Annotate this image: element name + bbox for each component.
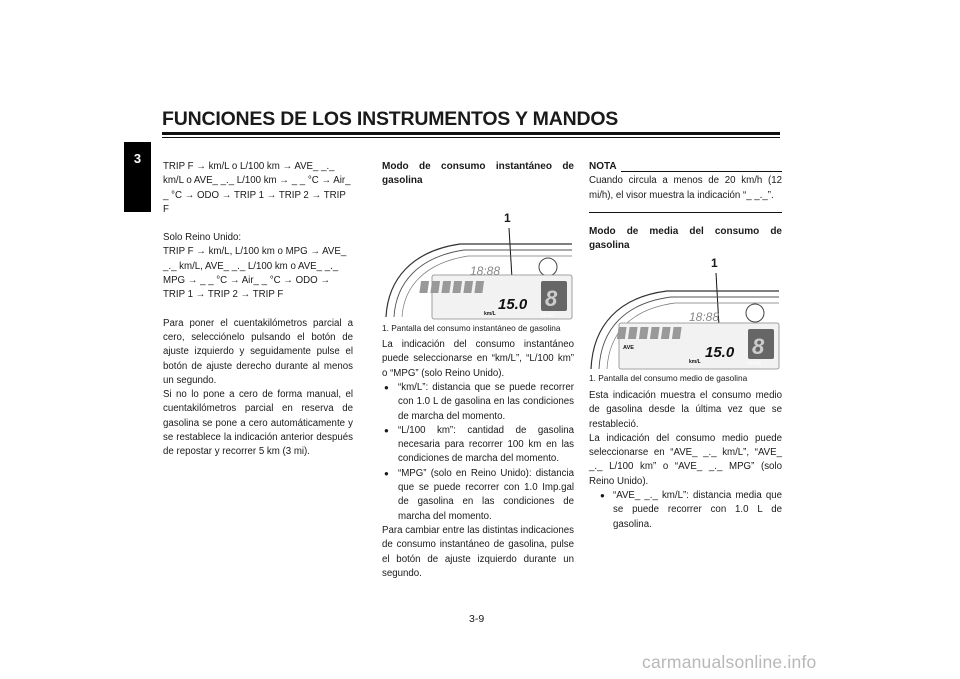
average-desc: Esta indicación muestra el consumo medio de gasolina desde la última vez que se restableció. bbox=[589, 389, 782, 430]
consumption-unit: km/L bbox=[689, 359, 701, 366]
instant-outro: Para cambiar entre las distintas indicaciones de consumo instantáneo de gasolina, pulse el botón de ajuste izquierdo durante un segundo. bbox=[382, 524, 574, 579]
auto-reset-note: Si no lo pone a cero de forma manual, el cuentakilómetros parcial en reserva de gasolina se pone a cero automáticamente y se restablece la indicación anterior después de repostar y recorrer 5 km (3 mi). bbox=[163, 389, 353, 458]
nota-label: NOTA bbox=[589, 161, 617, 172]
column-3 bbox=[589, 160, 782, 532]
bullet-mpg: ● “MPG” (solo en Reino Unido): distancia que se puede recorrer con 1.0 Imp.gal de gasolina en las condiciones de marcha del momento. bbox=[382, 467, 574, 524]
nota-heading bbox=[589, 160, 782, 174]
figure-callout-number: 1 bbox=[504, 210, 511, 225]
column-2 bbox=[382, 160, 574, 581]
instant-consumption-heading: Modo de consumo instantáneo de gasolina bbox=[382, 161, 574, 187]
bullet-km-l: ● “km/L”: distancia que se puede recorrer con 1.0 L de gasolina en las condiciones de marcha del momento. bbox=[382, 381, 574, 424]
instant-intro: La indicación del consumo instantáneo puede seleccionarse en “km/L”, “L/100 km” o “MPG” (solo Reino Unido). bbox=[382, 339, 574, 379]
header-rule-thin bbox=[162, 137, 780, 138]
consumption-value: 15.0 bbox=[498, 295, 528, 313]
svg-text:8: 8 bbox=[545, 285, 558, 311]
svg-text:18:88: 18:88 bbox=[689, 310, 720, 325]
bullet-ave-km-l: ● “AVE_ _._ km/L”: distancia media que se puede recorrer con 1.0 L de gasolina. bbox=[589, 489, 782, 532]
trip-sequence: TRIP F → km/L o L/100 km → AVE_ _._ km/L o AVE_ _._ L/100 km → _ _ °C → Air_ _ °C → ODO → TRIP 1 → TRIP 2 → TRIP F bbox=[163, 161, 351, 215]
average-consumption-heading: Modo de media del consumo de gasolina bbox=[589, 225, 782, 252]
instant-consumption-figure bbox=[382, 189, 574, 323]
figure-caption: 1. Pantalla del consumo instantáneo de gasolina bbox=[382, 322, 561, 333]
reset-instruction: Para poner el cuentakilómetros parcial a cero, selecciónelo pulsando el botón de ajuste izquierdo y seguidamente pulse el botón de ajuste derecho durante al menos un segundo. bbox=[163, 317, 353, 386]
consumption-value: 15.0 bbox=[705, 344, 735, 362]
page-number: 3-9 bbox=[469, 613, 485, 625]
uk-only-label: Solo Reino Unido: bbox=[163, 232, 242, 244]
svg-text:18:88: 18:88 bbox=[470, 263, 501, 278]
gear-label: GEAR bbox=[747, 361, 762, 368]
ave-label: AVE bbox=[623, 345, 634, 352]
svg-text:8: 8 bbox=[752, 334, 765, 360]
instrument-display-illustration bbox=[589, 253, 781, 373]
figure-callout-number: 1 bbox=[711, 256, 718, 271]
page-header-title: FUNCIONES DE LOS INSTRUMENTOS Y MANDOS bbox=[162, 108, 619, 130]
gear-label: GEAR bbox=[540, 312, 555, 319]
chapter-tab: 3 bbox=[124, 142, 151, 212]
figure-caption: 1. Pantalla del consumo medio de gasolina bbox=[589, 373, 748, 384]
instrument-display-illustration bbox=[382, 189, 574, 323]
column-1 bbox=[163, 160, 353, 460]
nota-text: Cuando circula a menos de 20 km/h (12 mi/h), el visor muestra la indicación “_ _._”. bbox=[589, 175, 782, 201]
bullet-l-100km: ● “L/100 km”: cantidad de gasolina necesaria para recorrer 100 km en las condiciones de marcha del momento. bbox=[382, 424, 574, 467]
average-options: La indicación del consumo medio puede seleccionarse en “AVE_ _._ km/L”, “AVE_ _._ L/100 km” o “AVE_ _._ MPG” (solo Reino Unido). bbox=[589, 432, 782, 487]
consumption-unit: km/L bbox=[484, 310, 496, 317]
header-rule-thick bbox=[162, 132, 780, 135]
average-consumption-figure bbox=[589, 253, 781, 373]
nota-end-rule bbox=[589, 212, 782, 213]
watermark: carmanualsonline.info bbox=[642, 652, 817, 672]
uk-trip-sequence: TRIP F → km/L, L/100 km o MPG → AVE_ _._ km/L, AVE_ _._ L/100 km o AVE_ _._ MPG → _ _ °C → Air_ _ °C → ODO → TRIP 1 → TRIP 2 → TRIP F bbox=[163, 246, 347, 301]
